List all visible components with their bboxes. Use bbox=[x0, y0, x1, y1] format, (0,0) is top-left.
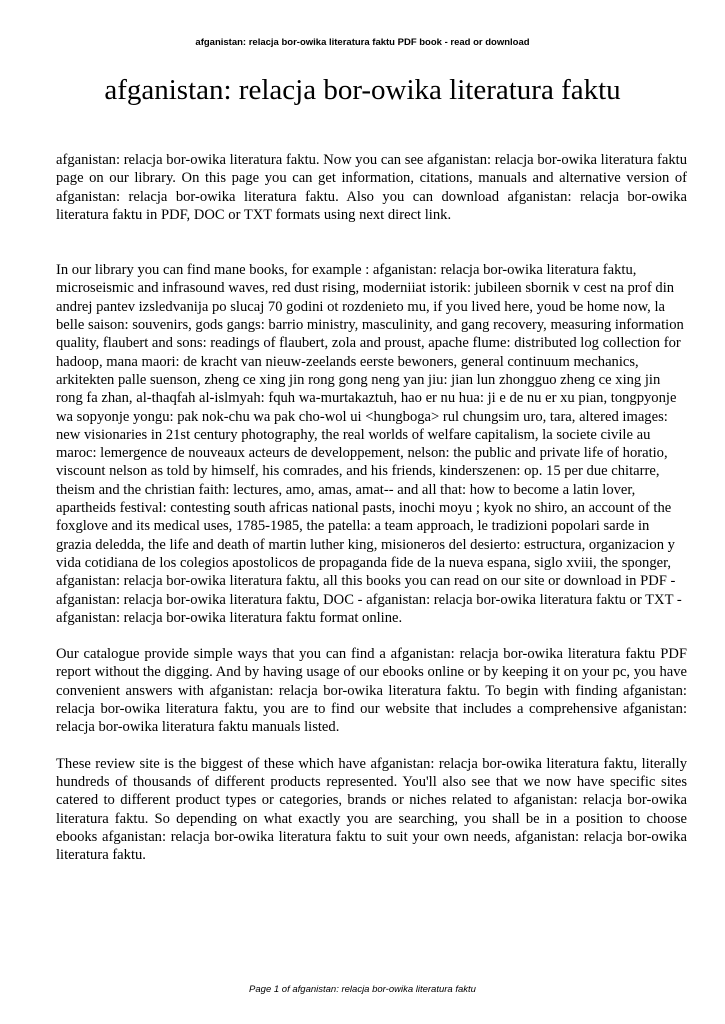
book-list-paragraph: In our library you can find mane books, for example : afganistan: relacja bor-owika literatura faktu, microseismic and infrasound waves, red dust rising, moderniiat istorik: jubileen sbornik v cest na prof din andrej pantev izsledvanija po slucaj 70 godini ot rozdenieto mu, if you lived here, youd be home now, la belle saison: souvenirs, gods gangs: barrio ministry, masculinity, and gang recovery, measuring information quality, flaubert and sons: readings of flaubert, zola and proust, apache flume: distributed log collection for hadoop, mana maori: de kracht van nieuw-zeelands eerste bewoners, general continuum mechanics, arkitekten palle suenson, zheng ce xing jin rong gong neng yan jiu: jian lun zhongguo zheng ce xing jin rong fa zhan, al-thaqfah al-islmyah: fquh wa-murtakaztuh, hao er nu hua: ji e de nu er xu pian, tongpyonje wa sopyonje yongu: pak nok-chu wa pak cho-wol ui <hungboga> rul chungsim uro, tara, altered images: new visionaries in 21st century photography, the real worlds of welfare capitalism, la societe civile au maroc: lemergence de nouveaux acteurs de developpement, nelson: the public and private life of horatio, viscount nelson as told by himself, his comrades, and his friends, kinderszenen: op. 15 per due chitarre, theism and the christian faith: lectures, amo, amas, amat-- and all that: how to become a latin lover, apartheids festival: contesting south africas national pasts, inochi moyu ; kyok no shiro, an account of the foxglove and its medical uses, 1785-1985, the patella: a team approach, le tradizioni popolari sarde in grazia deledda, the life and death of martin luther king, misioneros del desierto: estructura, organizacion y vida cotidiana de los colegios apostolicos de propaganda fide de la nueva espana, siglo xviii, the sponger, afganistan: relacja bor-owika literatura faktu, all this books you can read on our site or download in PDF - afganistan: relacja bor-owika literatura faktu, DOC - afganistan: relacja bor-owika literatura faktu or TXT - afganistan: relacja bor-owika literatura faktu format online. bbox=[56, 262, 684, 626]
review-paragraph: These review site is the biggest of these which have afganistan: relacja bor-owika literatura faktu, literally hundreds of thousands of different products represented. You'll also see that we now have specific sites catered to different product types or categories, brands or niches related to afganistan: relacja bor-owika literatura faktu. So depending on what exactly you are searching, you shall be in a position to choose ebooks afganistan: relacja bor-owika literatura faktu to suit your own needs, afganistan: relacja bor-owika literatura faktu. bbox=[56, 755, 687, 864]
intro-paragraph: afganistan: relacja bor-owika literatura faktu. Now you can see afganistan: relacja bor-owika literatura faktu page on our library. On this page you can get information, citations, manuals and alternative version of afganistan: relacja bor-owika literatura faktu. Also you can download afganistan: relacja bor-owika literatura faktu in PDF, DOC or TXT formats using next direct link. bbox=[56, 152, 687, 223]
page-footer: Page 1 of afganistan: relacja bor-owika literatura faktu bbox=[249, 984, 476, 995]
document-body bbox=[56, 151, 687, 864]
running-header: afganistan: relacja bor-owika literatura faktu PDF book - read or download bbox=[195, 37, 530, 48]
page-title: afganistan: relacja bor-owika literatura faktu bbox=[104, 74, 621, 106]
catalogue-paragraph: Our catalogue provide simple ways that you can find a afganistan: relacja bor-owika literatura faktu PDF report without the digging. And by having usage of our ebooks online or by keeping it on your pc, you have convenient answers with afganistan: relacja bor-owika literatura faktu. To begin with finding afganistan: relacja bor-owika literatura faktu, you are to find our website that includes a comprehensive afganistan: relacja bor-owika literatura faktu manuals listed. bbox=[56, 646, 687, 736]
